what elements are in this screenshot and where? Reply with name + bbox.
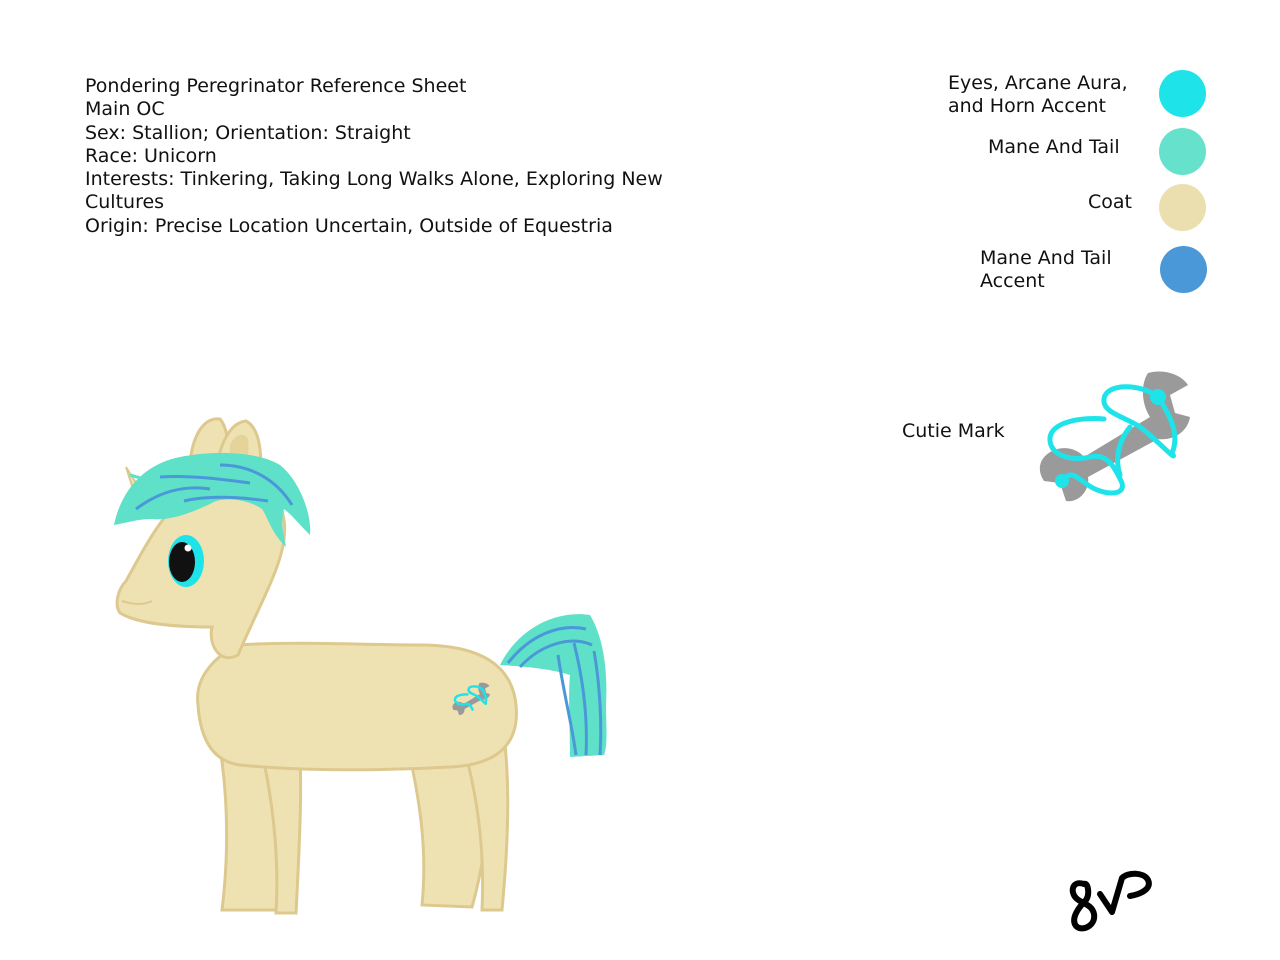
pony-illustration [100,405,620,925]
artist-signature-icon [1068,870,1158,936]
eye-icon [168,535,204,587]
palette-label-accent: Mane And Tail Accent [980,247,1112,293]
palette-label-coat: Coat [1088,191,1132,213]
palette-swatch-coat [1159,184,1206,231]
race: Race: Unicorn [85,144,217,167]
tail-icon [500,614,607,757]
palette-swatch-mane-tail [1159,128,1206,175]
oc-status: Main OC [85,98,165,121]
cutie-mark-label: Cutie Mark [902,420,1005,442]
sex-orientation: Sex: Stallion; Orientation: Straight [85,121,411,144]
sheet-title: Pondering Peregrinator Reference Sheet [85,75,467,97]
origin: Origin: Precise Location Uncertain, Outside of Equestria [85,214,613,237]
palette-swatch-accent [1160,246,1207,293]
info-block [85,75,705,238]
palette-swatch-eyes [1159,70,1206,117]
cutie-mark-icon [1030,365,1200,510]
interests: Interests: Tinkering, Taking Long Walks Alone, Exploring New Cultures [85,168,663,214]
palette-label-eyes: Eyes, Arcane Aura, and Horn Accent [948,72,1128,118]
palette-label-mane-tail: Mane And Tail [988,136,1120,158]
